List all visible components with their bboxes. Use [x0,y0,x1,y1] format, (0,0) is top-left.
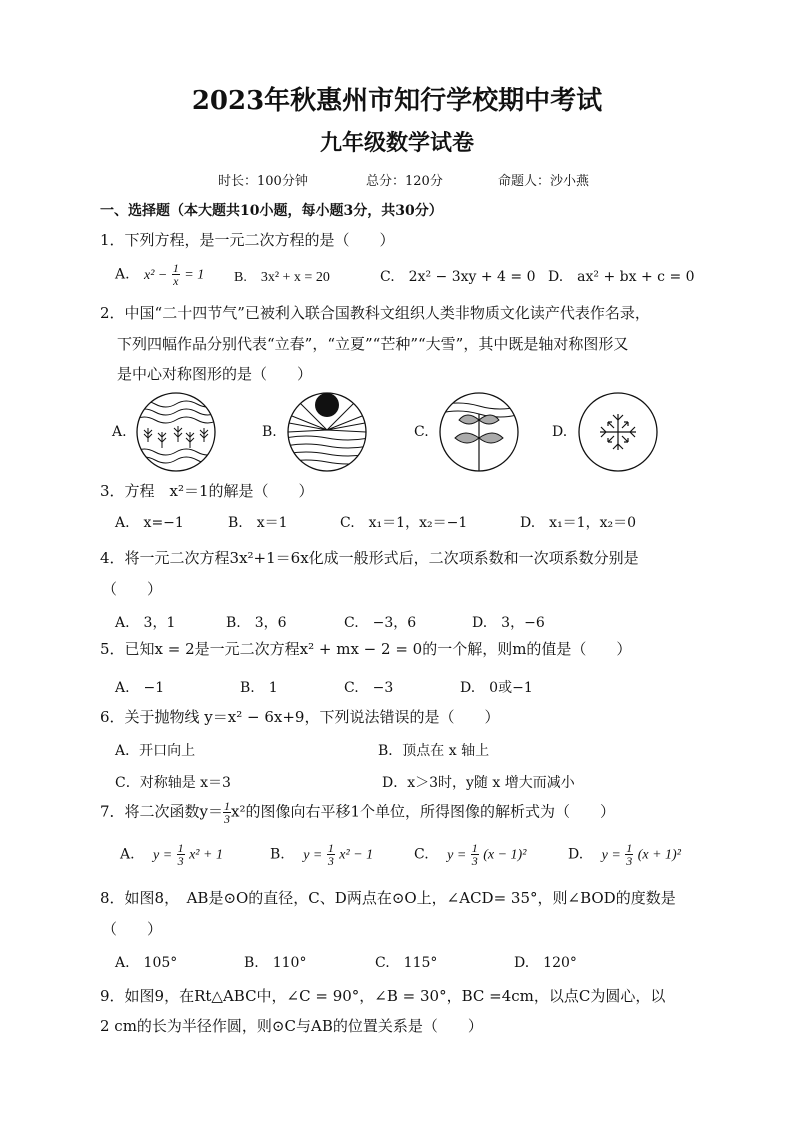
question-8-option-a: A. 105° [115,955,178,971]
question-2-option-d: D. [552,424,568,440]
question-8-option-b: B. 110° [244,955,307,971]
question-9-line-1: 9．如图9，在Rt△ABC中，∠C = 90°，∠B = 30°，BC =4cm，以点C为圆心，以 [100,987,666,1005]
question-2-line-3: 是中心对称图形的是（ ） [117,365,313,383]
option-label: A. [115,266,130,283]
option-label: C. [414,846,429,863]
question-2-option-b: B. [262,424,277,440]
question-5-option-c: C. −3 [344,680,394,696]
question-5-option-a: A. −1 [115,680,165,696]
fraction: $\frac{1}{3}$ [626,841,633,868]
question-6-option-c: C．对称轴是 x＝3 [115,775,231,791]
math-expr: (x + 1)² [637,847,681,863]
option-label: B. [270,846,285,863]
question-7-option-d [568,842,681,867]
math-expr: (x − 1)² [483,847,527,863]
exam-total-score: 总分：120分 [366,174,443,189]
question-7-option-a [120,842,223,867]
fraction: $\frac{1}{x}$ [172,261,179,288]
question-8-option-d: D. 120° [514,955,577,971]
fraction: $\frac{1}{3}$ [224,799,231,826]
question-4-line-2: （ ） [102,580,163,598]
question-8-option-c: C. 115° [375,955,438,971]
figure-lixia [285,390,369,474]
question-3-option-b: B. x＝1 [228,515,288,531]
question-3-option-c: C. x₁＝1，x₂＝−1 [340,515,468,531]
question-1-option-d: D. ax² + bx + c = 0 [548,269,695,285]
math-expr: y = [447,847,467,863]
math-expr: = 1 [184,267,205,283]
question-1-option-c: C. 2x² − 3xy + 4 = 0 [380,269,536,285]
question-7-stem [100,800,615,825]
figure-lichun [134,390,218,474]
section-heading: 一、选择题（本大题共10小题，每小题3分，共30分） [100,203,443,219]
exam-author: 命题人：沙小燕 [498,174,590,189]
question-1-option-a [115,262,204,287]
question-4-option-b: B. 3，6 [226,615,287,631]
question-5-option-d: D. 0或−1 [460,680,533,696]
question-6-option-a: A．开口向上 [115,743,196,759]
math-expr: x² + 1 [189,847,223,863]
question-8-line-2: （ ） [102,920,163,938]
math-expr: x² − 1 [339,847,374,863]
question-2-line-2: 下列四幅作品分别代表“立春”，“立夏”“芒种”“大雪”，其中既是轴对称图形又 [117,335,629,353]
question-8-line-1: 8．如图8， AB是⊙O的直径，C、D两点在⊙O上，∠ACD= 35°，则∠BOD的度数是 [100,889,676,907]
math-expr: x² − [144,267,168,283]
question-4-option-d: D. 3，−6 [472,615,545,631]
question-7-stem-suffix: x²的图像向右平移1个单位，所得图像的解析式为（ ） [231,802,616,821]
fraction: $\frac{1}{3}$ [471,841,478,868]
question-6-option-b: B．顶点在 x 轴上 [378,743,490,759]
question-5-stem: 5．已知x = 2是一元二次方程x² + mx − 2 = 0的一个解，则m的值是（ ） [100,640,632,658]
question-2-line-1: 2．中国“二十四节气”已被利入联合国教科文组织人类非物质文化读产代表作名录， [100,304,650,322]
figure-daxue [576,390,660,474]
exam-subtitle: 九年级数学试卷 [319,130,474,156]
option-label: A. [120,846,135,863]
exam-title: 2023年秋惠州市知行学校期中考试 [191,86,603,116]
question-3-option-d: D. x₁＝1，x₂＝0 [520,515,637,531]
question-4-option-c: C. −3，6 [344,615,417,631]
question-7-stem-prefix: 7．将二次函数y＝ [100,802,224,821]
question-7-option-b [270,842,373,867]
fraction: $\frac{1}{3}$ [177,841,184,868]
question-2-option-a: A. [112,424,127,440]
option-label: D. [568,846,584,863]
math-expr: y = [601,847,621,863]
question-5-option-b: B. 1 [240,680,278,696]
figure-mangzhong [437,390,521,474]
question-7-option-c [414,842,526,867]
exam-duration: 时长：100分钟 [218,174,308,189]
question-2-option-c: C. [414,424,429,440]
question-3-stem: 3．方程 x²＝1的解是（ ） [100,482,314,500]
question-6-stem: 6．关于抛物线 y＝x² − 6x+9，下列说法错误的是（ ） [100,708,500,726]
question-6-option-d: D．x＞3时，y随 x 增大而减小 [382,775,575,791]
math-expr: y = [303,847,323,863]
question-1-option-b: B. 3x² + x = 20 [234,270,330,285]
question-4-line-1: 4．将一元二次方程3x²+1＝6x化成一般形式后，二次项系数和一次项系数分别是 [100,549,639,567]
question-9-line-2: 2 cm的长为半径作圆，则⊙C与AB的位置关系是（ ） [100,1017,483,1035]
question-1-stem: 1．下列方程，是一元二次方程的是（ ） [100,231,395,249]
question-3-option-a: A. x=−1 [115,515,184,531]
fraction: $\frac{1}{3}$ [327,841,334,868]
math-expr: y = [153,847,173,863]
question-4-option-a: A. 3，1 [115,615,176,631]
